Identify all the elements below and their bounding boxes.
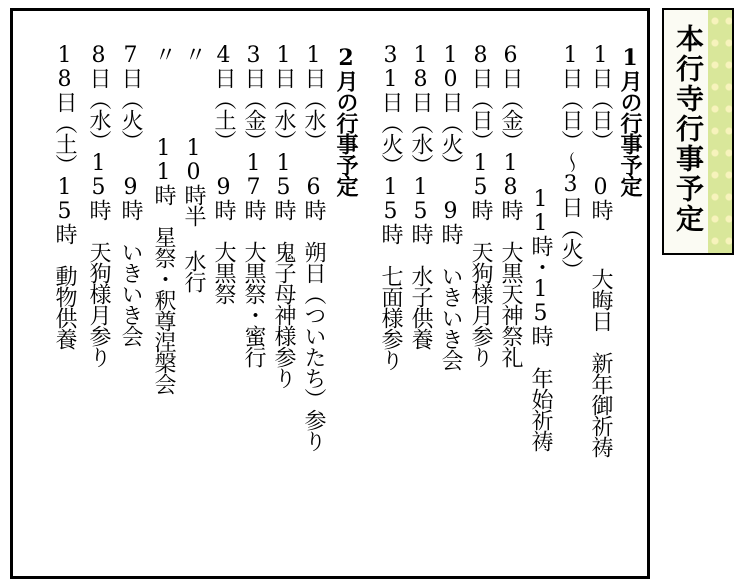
february-row: 4日（土） 9時 大黒祭 xyxy=(211,43,236,304)
title-box xyxy=(662,8,734,255)
page-title: 本行寺行事予定 xyxy=(672,24,705,234)
schedule-box xyxy=(10,8,650,579)
january-row: 10日（火） 9時 いきいき会 xyxy=(438,43,463,370)
january-row: 11時・15時 年始祈祷 xyxy=(528,43,553,451)
february-row: 〃 11時 星祭・釈尊涅槃会 xyxy=(151,43,176,394)
february-row: 18日（土）15時 動物供養 xyxy=(52,43,77,349)
february-row: 1日（水）15時 鬼子母神様参り xyxy=(271,43,296,388)
january-row: 8日（日）15時 天狗様月参り xyxy=(468,43,493,367)
january-row: 1日（日） 0時 大晦日 新年御祈祷 xyxy=(588,43,613,457)
january-heading: 1月の行事予定 xyxy=(617,45,643,196)
february-row: 7日（火） 9時 いきいき会 xyxy=(118,43,143,346)
february-row: 1日（水） 6時 朔日（ついたち）参り xyxy=(301,43,326,451)
february-row: 3日（金）17時 大黒祭・蜜行 xyxy=(241,43,266,367)
february-row: 〃 10時半 水行 xyxy=(181,43,206,292)
january-row: 18日（水）15時 水子供養 xyxy=(408,43,433,349)
january-row: 6日（金）18時 大黒天神祭礼 xyxy=(498,43,523,367)
february-row: 8日（水）15時 天狗様月参り xyxy=(86,43,111,367)
january-row: 1日（日）～3日（火） xyxy=(558,43,583,280)
january-row: 31日（火）15時 七面様参り xyxy=(378,43,403,370)
february-heading: 2月の行事予定 xyxy=(333,45,359,196)
decorative-stripe xyxy=(708,10,732,253)
